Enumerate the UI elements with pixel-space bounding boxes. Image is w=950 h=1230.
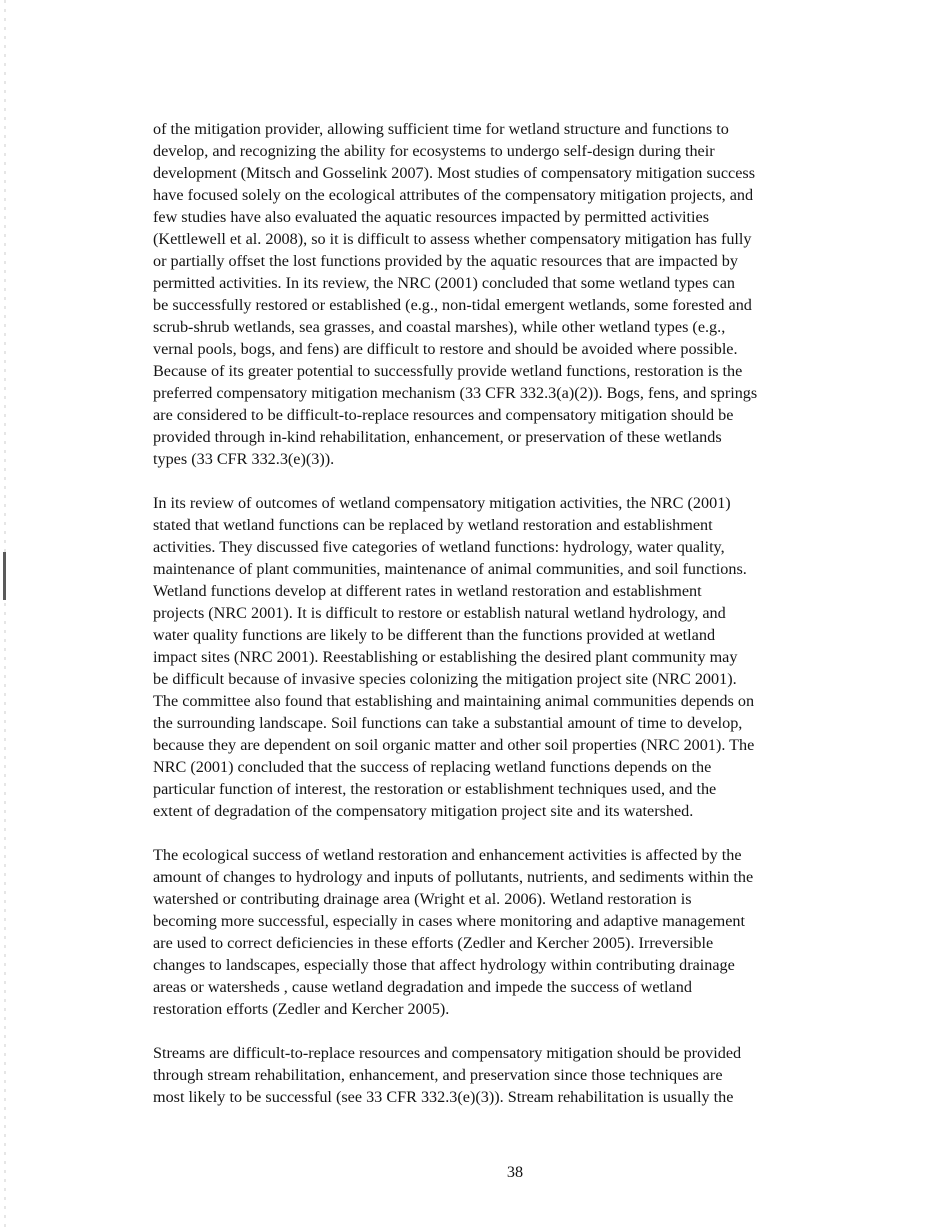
- text-line: or partially offset the lost functions provided by the aquatic resources that are impacted by: [153, 252, 738, 270]
- text-line: The committee also found that establishing and maintaining animal communities depends on: [153, 692, 755, 710]
- text-line: preferred compensatory mitigation mechanism (33 CFR 332.3(a)(2)). Bogs, fens, and springs: [153, 384, 758, 402]
- paragraph: [153, 1042, 853, 1108]
- text-line: because they are dependent on soil organic matter and other soil properties (NRC 2001). The: [153, 736, 755, 754]
- text-line: The ecological success of wetland restoration and enhancement activities is affected by the: [153, 846, 742, 864]
- text-line: through stream rehabilitation, enhancement, and preservation since those techniques are: [153, 1066, 723, 1084]
- text-line: watershed or contributing drainage area (Wright et al. 2006). Wetland restoration is: [153, 890, 692, 908]
- text-line: are used to correct deficiencies in these efforts (Zedler and Kercher 2005). Irreversible: [153, 934, 714, 952]
- text-line: extent of degradation of the compensatory mitigation project site and its watershed.: [153, 802, 694, 820]
- text-line: have focused solely on the ecological attributes of the compensatory mitigation projects, and: [153, 186, 754, 204]
- text-line: NRC (2001) concluded that the success of replacing wetland functions depends on the: [153, 758, 712, 776]
- text-line: most likely to be successful (see 33 CFR 332.3(e)(3)). Stream rehabilitation is usually the: [153, 1088, 734, 1106]
- text-line: types (33 CFR 332.3(e)(3)).: [153, 450, 335, 468]
- text-line: stated that wetland functions can be replaced by wetland restoration and establishment: [153, 516, 713, 534]
- text-line: water quality functions are likely to be different than the functions provided at wetland: [153, 626, 716, 644]
- text-line: Streams are difficult-to-replace resources and compensatory mitigation should be provided: [153, 1044, 742, 1062]
- text-line: vernal pools, bogs, and fens) are difficult to restore and should be avoided where possible.: [153, 340, 738, 358]
- text-line: Because of its greater potential to successfully provide wetland functions, restoration is the: [153, 362, 743, 380]
- text-line: projects (NRC 2001). It is difficult to restore or establish natural wetland hydrology, and: [153, 604, 726, 622]
- text-line: be successfully restored or established (e.g., non-tidal emergent wetlands, some forested and: [153, 296, 752, 314]
- paragraph: [153, 844, 853, 1020]
- text-line: permitted activities. In its review, the NRC (2001) concluded that some wetland types can: [153, 274, 735, 292]
- text-line: the surrounding landscape. Soil functions can take a substantial amount of time to develop,: [153, 714, 743, 732]
- text-line: amount of changes to hydrology and inputs of pollutants, nutrients, and sediments within the: [153, 868, 754, 886]
- text-line: Wetland functions develop at different rates in wetland restoration and establishment: [153, 582, 702, 600]
- text-line: are considered to be difficult-to-replace resources and compensatory mitigation should be: [153, 406, 734, 424]
- text-line: In its review of outcomes of wetland compensatory mitigation activities, the NRC (2001): [153, 494, 731, 512]
- text-line: areas or watersheds , cause wetland degradation and impede the success of wetland: [153, 978, 692, 996]
- text-line: few studies have also evaluated the aquatic resources impacted by permitted activities: [153, 208, 710, 226]
- text-line: restoration efforts (Zedler and Kercher 2005).: [153, 1000, 450, 1018]
- text-line: changes to landscapes, especially those that affect hydrology within contributing drainage: [153, 956, 735, 974]
- text-line: of the mitigation provider, allowing sufficient time for wetland structure and functions to: [153, 120, 729, 138]
- scan-edge-artifact: [4, 0, 6, 1230]
- text-line: particular function of interest, the restoration or establishment techniques used, and the: [153, 780, 717, 798]
- text-line: (Kettlewell et al. 2008), so it is difficult to assess whether compensatory mitigation has fully: [153, 230, 752, 248]
- page-number: 38: [506, 1163, 524, 1181]
- text-line: develop, and recognizing the ability for ecosystems to undergo self-design during their: [153, 142, 715, 160]
- text-line: activities. They discussed five categories of wetland functions: hydrology, water quality,: [153, 538, 725, 556]
- text-line: scrub-shrub wetlands, sea grasses, and coastal marshes), while other wetland types (e.g.,: [153, 318, 726, 336]
- text-line: maintenance of plant communities, maintenance of animal communities, and soil functions.: [153, 560, 747, 578]
- body-text: [153, 118, 853, 1108]
- text-line: provided through in-kind rehabilitation, enhancement, or preservation of these wetlands: [153, 428, 722, 446]
- text-line: impact sites (NRC 2001). Reestablishing or establishing the desired plant community may: [153, 648, 738, 666]
- paragraph: [153, 492, 853, 822]
- paragraph: [153, 118, 853, 470]
- text-line: be difficult because of invasive species colonizing the mitigation project site (NRC 2001).: [153, 670, 737, 688]
- text-line: becoming more successful, especially in cases where monitoring and adaptive management: [153, 912, 745, 930]
- text-line: development (Mitsch and Gosselink 2007). Most studies of compensatory mitigation success: [153, 164, 755, 182]
- scan-binding-mark: [3, 552, 6, 600]
